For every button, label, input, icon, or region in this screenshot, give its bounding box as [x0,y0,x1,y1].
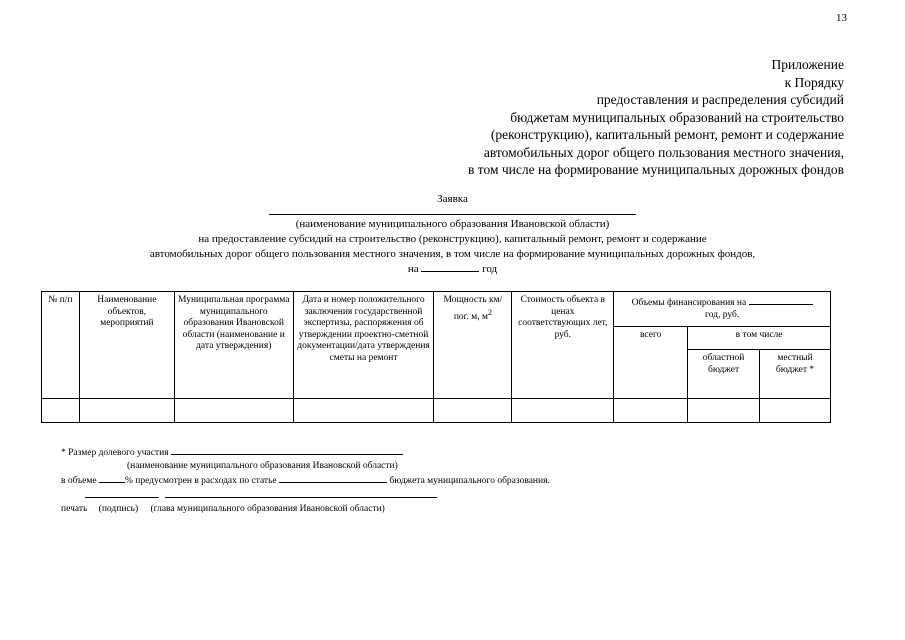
header-name: Наименование объектов, мероприятий [79,292,174,399]
footer [61,445,550,516]
table-cell[interactable] [688,399,760,423]
year-suffix: год [482,263,498,275]
footer-municipality-caption: (наименование муниципального образования Ивановской области) [127,461,398,471]
appendix-line: предоставления и распределения субсидий [596,92,844,107]
header-funding [614,292,831,327]
header-num: № п/п [42,292,80,399]
appendix-line: бюджетам муниципальных образований на строительство [510,109,844,125]
appendix-line: к Порядку [784,74,844,90]
volume-suffix: бюджета муниципального образования. [389,476,550,486]
header-funding-prefix: Объемы финансирования на [631,298,747,308]
application-intro [0,217,905,277]
share-blank [171,445,403,455]
volume-prefix: в объеме [61,476,97,486]
header-total: всего [614,327,688,399]
funding-table [41,291,831,423]
header-expertise: Дата и номер положительного заключения государственной экспертизы, распоряжения об утверждении проектно-сметной документации/дата утверждения сметы на ремонт [293,292,434,399]
header-program: Муниципальная программа муниципального образования Ивановской области (наименование и дата утверждения) [174,292,293,399]
municipality-caption: (наименование муниципального образования Ивановской области) [295,218,610,230]
page-number: 13 [836,12,847,24]
table-cell[interactable] [434,399,512,423]
year-line [0,262,905,277]
signature-blank [85,488,159,498]
purpose-line-2: автомобильных дорог общего пользования местного значения, в том числе на формирование муниципальных дорожных фондов, [149,248,756,260]
purpose-line-1: на предоставление субсидий на строительство (реконструкцию), капитальный ремонт, ремонт и содержание [198,233,707,245]
stamp-caption: печать [61,504,88,514]
header-capacity [434,292,512,399]
volume-percent-blank [99,473,125,483]
header-funding-suffix: год, руб. [705,309,740,320]
header-regional: областной бюджет [688,350,760,399]
table-cell[interactable] [293,399,434,423]
volume-line [61,473,550,488]
appendix-line: (реконструкцию), капитальный ремонт, ремонт и содержание [490,127,844,142]
header-capacity-sup: 2 [488,307,492,317]
signature-captions [61,503,550,516]
appendix-line: автомобильных дорог общего пользования местного значения, [483,144,844,160]
share-label: * Размер долевого участия [61,448,169,458]
municipality-blank-line [269,214,636,215]
table-cell[interactable] [42,399,80,423]
head-name-blank [165,488,437,498]
funding-year-blank [749,295,813,305]
table-cell[interactable] [174,399,293,423]
signature-caption: (подпись) [98,504,139,514]
table-header-row [42,292,831,327]
volume-article-blank [279,473,387,483]
share-line [61,445,550,460]
table-cell[interactable] [512,399,614,423]
table-cell[interactable] [614,399,688,423]
volume-middle: % предусмотрен в расходах по статье [124,476,277,486]
year-prefix: на [407,263,419,275]
signature-lines [61,488,550,503]
table-cell[interactable] [760,399,831,423]
table-cell[interactable] [79,399,174,423]
application-title: Заявка [437,193,468,205]
header-cost: Стоимость объекта в ценах соответствующих лет, руб. [512,292,614,399]
header-local: местный бюджет * [760,350,831,399]
header-capacity-text: Мощность км/пог. м, м [443,295,503,322]
appendix-header [324,56,844,179]
appendix-line: в том числе на формирование муниципальных дорожных фондов [468,162,844,177]
header-including: в том числе [688,327,831,350]
year-blank [421,262,479,272]
head-caption: (глава муниципального образования Ивановской области) [150,504,385,514]
appendix-line: Приложение [771,57,844,72]
table-row [42,399,831,423]
